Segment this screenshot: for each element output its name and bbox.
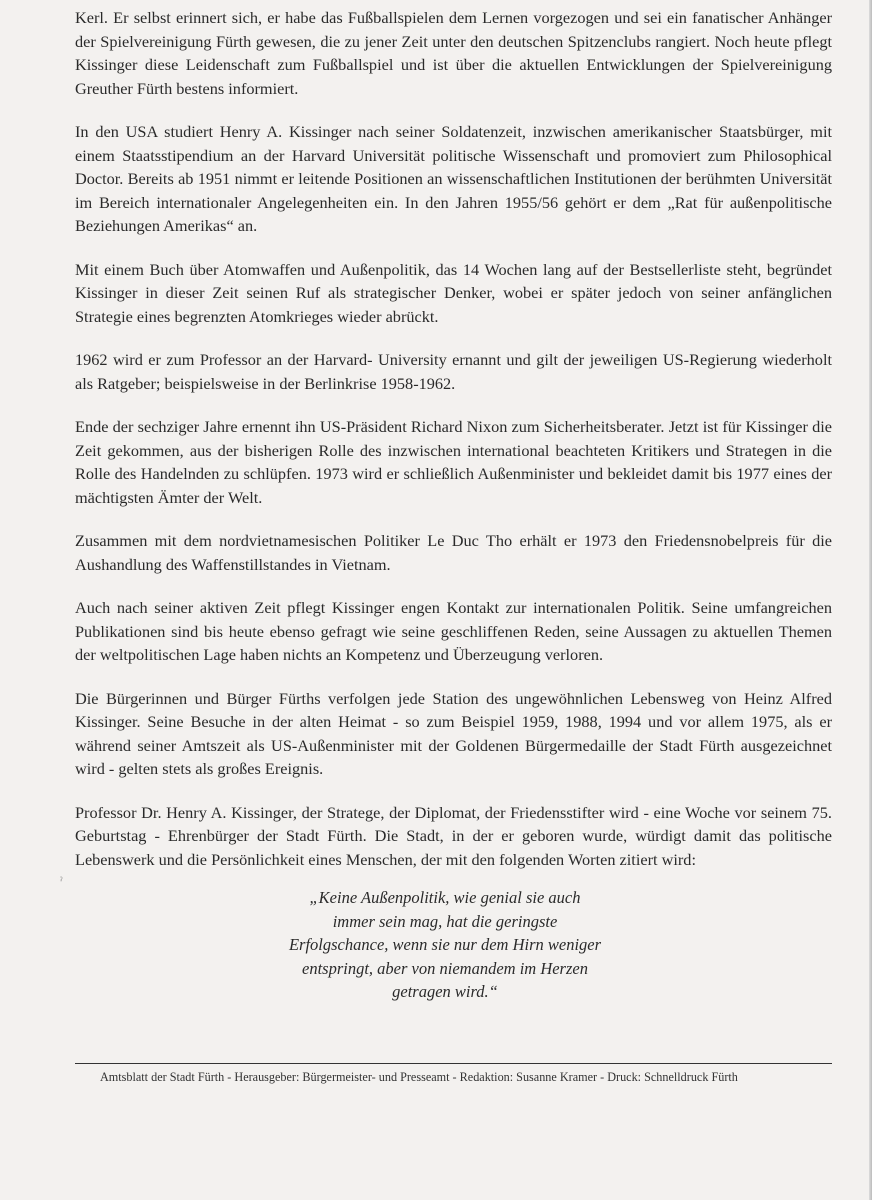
quote-line: Erfolgschance, wenn sie nur dem Hirn weniger [288,935,602,954]
paragraph-atomic-book: Mit einem Buch über Atomwaffen und Außenpolitik, das 14 Wochen lang auf der Bestsellerliste steht, begründet Kissinger in dieser Zeit seinen Ruf als strategischer Denker, wobei er später jedoch von seiner anfänglichen Strategie eines begrenzten Atomkrieges wieder abrückt. [75,259,832,326]
paragraph-fuerth-visits: Die Bürgerinnen und Bürger Fürths verfolgen jede Station des ungewöhnlichen Lebensweg von Heinz Alfred Kissinger. Seine Besuche in der alten Heimat - so zum Beispiel 1959, 1988, 1994 und vor allem 1975, als er während seiner Amtszeit als US-Außenminister mit der Goldenen Bürgermedaille der Stadt Fürth ausgezeichnet wird - gelten stets als großes Ereignis. [75,688,832,778]
footer-imprint: Amtsblatt der Stadt Fürth - Herausgeber: Bürgermeister- und Presseamt - Redaktion: Susanne Kramer - Druck: Schnelldruck Fürth [100,1070,738,1084]
paragraph-football: Kerl. Er selbst erinnert sich, er habe das Fußballspielen dem Lernen vorgezogen und sei ein fanatischer Anhänger der Spielvereinigung Fürth gewesen, die zu jener Zeit unter den deutschen Spitzenclubs rangiert. Noch heute pflegt Kissinger diese Leidenschaft zum Fußballspiel und ist über die aktuellen Entwicklungen der Spielvereinigung Greuther Fürth bestens informiert. [75,8,832,98]
quote-line: getragen wird.“ [392,982,498,1001]
article-body [75,6,832,891]
paragraph-nobel-prize: Zusammen mit dem nordvietnamesischen Politiker Le Duc Tho erhält er 1973 den Friedensnobelpreis für die Aushandlung des Waffenstillstandes in Vietnam. [75,531,832,574]
paragraph-harvard-professor: 1962 wird er zum Professor an der Harvard- University ernannt und gilt der jeweiligen US-Regierung wiederholt als Ratgeber; beispielsweise in der Berlinkrise 1958-1962. [75,350,832,393]
quote-line: „Keine Außenpolitik, wie genial sie auch [309,888,581,907]
quote-line: entspringt, aber von niemandem im Herzen [302,958,588,978]
quote-line: immer sein mag, hat die geringste [332,911,558,931]
paragraph-honorary-citizen: Professor Dr. Henry A. Kissinger, der Stratege, der Diplomat, der Friedensstifter wird - eine Woche vor seinem 75. Geburtstag - Ehrenbürger der Stadt Fürth. Die Stadt, in der er geboren wurde, würdigt damit das politische Lebenswerk und die Persönlichkeit eines Menschen, der mit den folgenden Worten zitiert wird: [75,802,832,869]
paragraph-later-career: Auch nach seiner aktiven Zeit pflegt Kissinger engen Kontakt zur internationalen Politik. Seine umfangreichen Publikationen sind bis heute ebenso gefragt wie seine geschliffenen Reden, seine Aussagen zu aktuellen Themen der weltpolitischen Lage haben nichts an Kompetenz und Überzeugung verloren. [75,598,832,664]
paragraph-usa-study: In den USA studiert Henry A. Kissinger nach seiner Soldatenzeit, inzwischen amerikanischer Staatsbürger, mit einem Staatsstipendium an der Harvard Universität politische Wissenschaft und promoviert zum Philosophical Doctor. Bereits ab 1951 nimmt er leitende Positionen an wissenschaftlichen Institutionen der berühmten Universität im Bereich internationaler Angelegenheiten ein. In den Jahren 1955/56 gehört er dem „Rat für außenpolitische Beziehungen Amerikas“ an. [75,122,832,235]
scan-mark: ˀ [60,876,63,887]
paragraph-security-advisor: Ende der sechziger Jahre ernennt ihn US-Präsident Richard Nixon zum Sicherheitsberater. Jetzt ist für Kissinger die Zeit gekommen, aus der bisherigen Rolle des inzwischen international beachteten Kritikers und Strategen in die Rolle des Handelnden zu schlüpfen. 1973 wird er schließlich Außenminister und bekleidet damit bis 1977 eines der mächtigsten Ämter der Welt. [75,417,832,507]
footer-divider [75,1063,832,1064]
kissinger-quote [220,886,670,1004]
